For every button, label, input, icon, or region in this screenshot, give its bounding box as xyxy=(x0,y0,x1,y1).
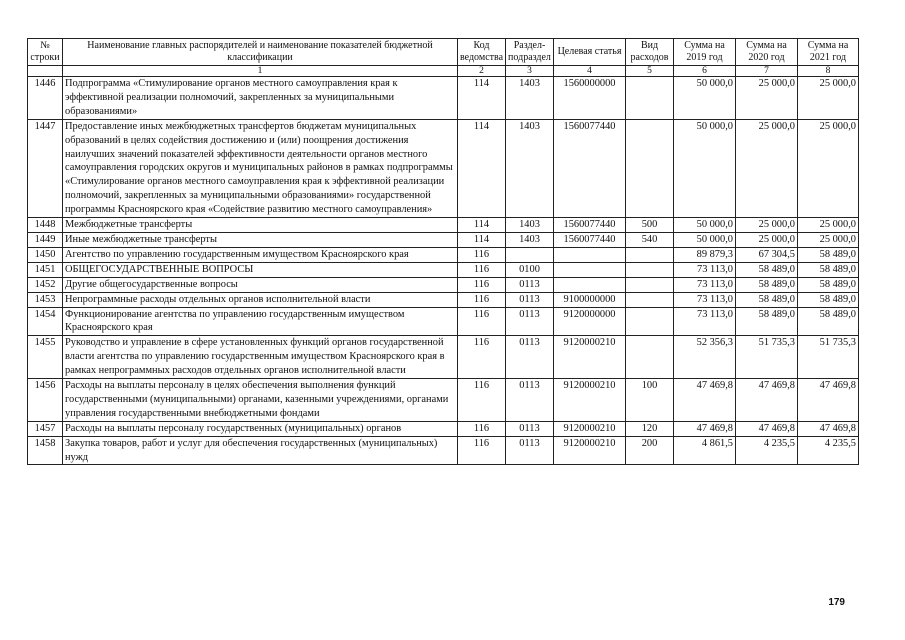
cell-cel: 9120000210 xyxy=(554,336,626,379)
cell-name: Расходы на выплаты персоналу в целях обеспечения выполнения функций государственными (муниципальными) органами, казенными учреждениями, органами управления государственными внебюджетными фондами xyxy=(63,379,458,422)
cell-razdel: 1403 xyxy=(506,218,554,233)
cell-kod: 116 xyxy=(458,247,506,262)
table-row xyxy=(28,218,859,233)
cell-kod: 116 xyxy=(458,262,506,277)
cell-s2021: 58 489,0 xyxy=(798,307,859,336)
col-number: 8 xyxy=(798,66,859,77)
col-number: 1 xyxy=(63,66,458,77)
col-number: 2 xyxy=(458,66,506,77)
cell-num: 1451 xyxy=(28,262,63,277)
col-header-2019: Сумма на 2019 год xyxy=(674,39,736,66)
cell-vid xyxy=(626,292,674,307)
header-row xyxy=(28,39,859,66)
table-row xyxy=(28,277,859,292)
table-row xyxy=(28,336,859,379)
cell-name: Другие общегосударственные вопросы xyxy=(63,277,458,292)
col-header-cel: Целевая статья xyxy=(554,39,626,66)
cell-num: 1448 xyxy=(28,218,63,233)
cell-s2019: 89 879,3 xyxy=(674,247,736,262)
table-row xyxy=(28,232,859,247)
cell-razdel: 0113 xyxy=(506,421,554,436)
col-header-vid: Вид расходов xyxy=(626,39,674,66)
cell-s2019: 50 000,0 xyxy=(674,218,736,233)
cell-cel xyxy=(554,262,626,277)
cell-cel: 9100000000 xyxy=(554,292,626,307)
cell-s2020: 58 489,0 xyxy=(736,292,798,307)
cell-name: Межбюджетные трансферты xyxy=(63,218,458,233)
cell-s2020: 47 469,8 xyxy=(736,421,798,436)
col-header-2021: Сумма на 2021 год xyxy=(798,39,859,66)
col-header-name: Наименование главных распорядителей и наименование показателей бюджетной классификации xyxy=(63,39,458,66)
cell-razdel: 1403 xyxy=(506,232,554,247)
cell-vid xyxy=(626,77,674,120)
cell-s2020: 25 000,0 xyxy=(736,218,798,233)
cell-vid: 540 xyxy=(626,232,674,247)
cell-s2019: 47 469,8 xyxy=(674,379,736,422)
cell-num: 1458 xyxy=(28,436,63,465)
cell-name: Иные межбюджетные трансферты xyxy=(63,232,458,247)
table-body xyxy=(28,77,859,465)
cell-cel: 1560077440 xyxy=(554,119,626,217)
cell-s2019: 73 113,0 xyxy=(674,262,736,277)
cell-vid xyxy=(626,277,674,292)
cell-num: 1453 xyxy=(28,292,63,307)
cell-s2020: 47 469,8 xyxy=(736,379,798,422)
table-row xyxy=(28,436,859,465)
cell-s2019: 50 000,0 xyxy=(674,232,736,247)
col-number: 6 xyxy=(674,66,736,77)
cell-num: 1456 xyxy=(28,379,63,422)
cell-kod: 116 xyxy=(458,379,506,422)
cell-s2019: 50 000,0 xyxy=(674,77,736,120)
cell-s2021: 58 489,0 xyxy=(798,262,859,277)
cell-num: 1454 xyxy=(28,307,63,336)
cell-cel: 9120000210 xyxy=(554,436,626,465)
cell-s2021: 25 000,0 xyxy=(798,232,859,247)
cell-s2020: 58 489,0 xyxy=(736,277,798,292)
table-row xyxy=(28,262,859,277)
cell-name: Предоставление иных межбюджетных трансфертов бюджетам муниципальных образований в целях содействия достижению и (или) поощрения достижения наилучших значений показателей эффективности деятельности органов местного самоуправления городских округов и муниципальных районов в рамках подпрограммы «Стимулирование органов местного самоуправления края к эффективной реализации полномочий, закрепленных за муниципальными образованиями» государственной программы Красноярского края «Содействие развитию местного самоуправления» xyxy=(63,119,458,217)
cell-razdel: 1403 xyxy=(506,77,554,120)
cell-razdel xyxy=(506,247,554,262)
cell-kod: 114 xyxy=(458,232,506,247)
cell-s2021: 25 000,0 xyxy=(798,77,859,120)
cell-s2021: 47 469,8 xyxy=(798,379,859,422)
cell-cel xyxy=(554,277,626,292)
table-row xyxy=(28,292,859,307)
cell-kod: 116 xyxy=(458,421,506,436)
cell-razdel: 0100 xyxy=(506,262,554,277)
cell-s2021: 25 000,0 xyxy=(798,218,859,233)
cell-name: Агентство по управлению государственным имуществом Красноярского края xyxy=(63,247,458,262)
cell-s2019: 73 113,0 xyxy=(674,277,736,292)
cell-num: 1449 xyxy=(28,232,63,247)
cell-s2019: 4 861,5 xyxy=(674,436,736,465)
cell-vid xyxy=(626,307,674,336)
cell-razdel: 0113 xyxy=(506,336,554,379)
cell-cel: 9120000000 xyxy=(554,307,626,336)
cell-s2021: 58 489,0 xyxy=(798,277,859,292)
cell-s2019: 50 000,0 xyxy=(674,119,736,217)
cell-s2021: 58 489,0 xyxy=(798,247,859,262)
cell-s2019: 73 113,0 xyxy=(674,292,736,307)
cell-num: 1450 xyxy=(28,247,63,262)
col-header-num: № строки xyxy=(28,39,63,66)
cell-kod: 116 xyxy=(458,292,506,307)
table-row xyxy=(28,77,859,120)
table-row xyxy=(28,119,859,217)
cell-s2019: 52 356,3 xyxy=(674,336,736,379)
cell-s2021: 47 469,8 xyxy=(798,421,859,436)
cell-cel: 1560077440 xyxy=(554,232,626,247)
col-number: 7 xyxy=(736,66,798,77)
cell-s2020: 25 000,0 xyxy=(736,119,798,217)
cell-vid: 500 xyxy=(626,218,674,233)
cell-razdel: 0113 xyxy=(506,307,554,336)
table-row xyxy=(28,307,859,336)
cell-vid xyxy=(626,336,674,379)
cell-s2020: 25 000,0 xyxy=(736,77,798,120)
cell-kod: 114 xyxy=(458,218,506,233)
cell-s2019: 47 469,8 xyxy=(674,421,736,436)
table-row xyxy=(28,379,859,422)
cell-vid xyxy=(626,247,674,262)
col-header-razdel: Раздел-подраздел xyxy=(506,39,554,66)
cell-s2021: 25 000,0 xyxy=(798,119,859,217)
cell-s2020: 25 000,0 xyxy=(736,232,798,247)
cell-s2019: 73 113,0 xyxy=(674,307,736,336)
cell-num: 1447 xyxy=(28,119,63,217)
page-number: 179 xyxy=(828,597,845,608)
cell-name: Подпрограмма «Стимулирование органов местного самоуправления края к эффективной реализации полномочий, закрепленных за муниципальными образованиями» xyxy=(63,77,458,120)
cell-name: ОБЩЕГОСУДАРСТВЕННЫЕ ВОПРОСЫ xyxy=(63,262,458,277)
cell-num: 1446 xyxy=(28,77,63,120)
cell-kod: 116 xyxy=(458,277,506,292)
cell-vid xyxy=(626,262,674,277)
budget-table xyxy=(27,38,859,465)
cell-razdel: 0113 xyxy=(506,277,554,292)
cell-name: Расходы на выплаты персоналу государственных (муниципальных) органов xyxy=(63,421,458,436)
cell-s2020: 58 489,0 xyxy=(736,262,798,277)
cell-kod: 114 xyxy=(458,77,506,120)
cell-num: 1452 xyxy=(28,277,63,292)
cell-name: Непрограммные расходы отдельных органов исполнительной власти xyxy=(63,292,458,307)
cell-name: Функционирование агентства по управлению государственным имуществом Красноярского края xyxy=(63,307,458,336)
cell-cel: 1560077440 xyxy=(554,218,626,233)
cell-s2021: 4 235,5 xyxy=(798,436,859,465)
cell-s2020: 4 235,5 xyxy=(736,436,798,465)
col-header-2020: Сумма на 2020 год xyxy=(736,39,798,66)
cell-s2020: 58 489,0 xyxy=(736,307,798,336)
cell-name: Руководство и управление в сфере установленных функций органов государственной власти агентства по управлению государственным имуществом Красноярского края в рамках непрограммных расходов отдельных органов исполнительной власти xyxy=(63,336,458,379)
cell-num: 1457 xyxy=(28,421,63,436)
cell-razdel: 1403 xyxy=(506,119,554,217)
cell-razdel: 0113 xyxy=(506,379,554,422)
cell-s2021: 51 735,3 xyxy=(798,336,859,379)
cell-name: Закупка товаров, работ и услуг для обеспечения государственных (муниципальных) нужд xyxy=(63,436,458,465)
cell-kod: 116 xyxy=(458,307,506,336)
cell-kod: 116 xyxy=(458,336,506,379)
column-number-row xyxy=(28,66,859,77)
cell-vid: 120 xyxy=(626,421,674,436)
table-row xyxy=(28,421,859,436)
cell-s2021: 58 489,0 xyxy=(798,292,859,307)
col-number: 3 xyxy=(506,66,554,77)
cell-cel: 9120000210 xyxy=(554,421,626,436)
cell-cel: 9120000210 xyxy=(554,379,626,422)
cell-vid: 200 xyxy=(626,436,674,465)
cell-kod: 114 xyxy=(458,119,506,217)
cell-num: 1455 xyxy=(28,336,63,379)
cell-razdel: 0113 xyxy=(506,436,554,465)
col-number: 4 xyxy=(554,66,626,77)
cell-kod: 116 xyxy=(458,436,506,465)
cell-cel: 1560000000 xyxy=(554,77,626,120)
cell-cel xyxy=(554,247,626,262)
col-header-kod: Код ведомства xyxy=(458,39,506,66)
cell-vid: 100 xyxy=(626,379,674,422)
col-number: 5 xyxy=(626,66,674,77)
cell-vid xyxy=(626,119,674,217)
cell-razdel: 0113 xyxy=(506,292,554,307)
cell-s2020: 67 304,5 xyxy=(736,247,798,262)
cell-s2020: 51 735,3 xyxy=(736,336,798,379)
table-row xyxy=(28,247,859,262)
